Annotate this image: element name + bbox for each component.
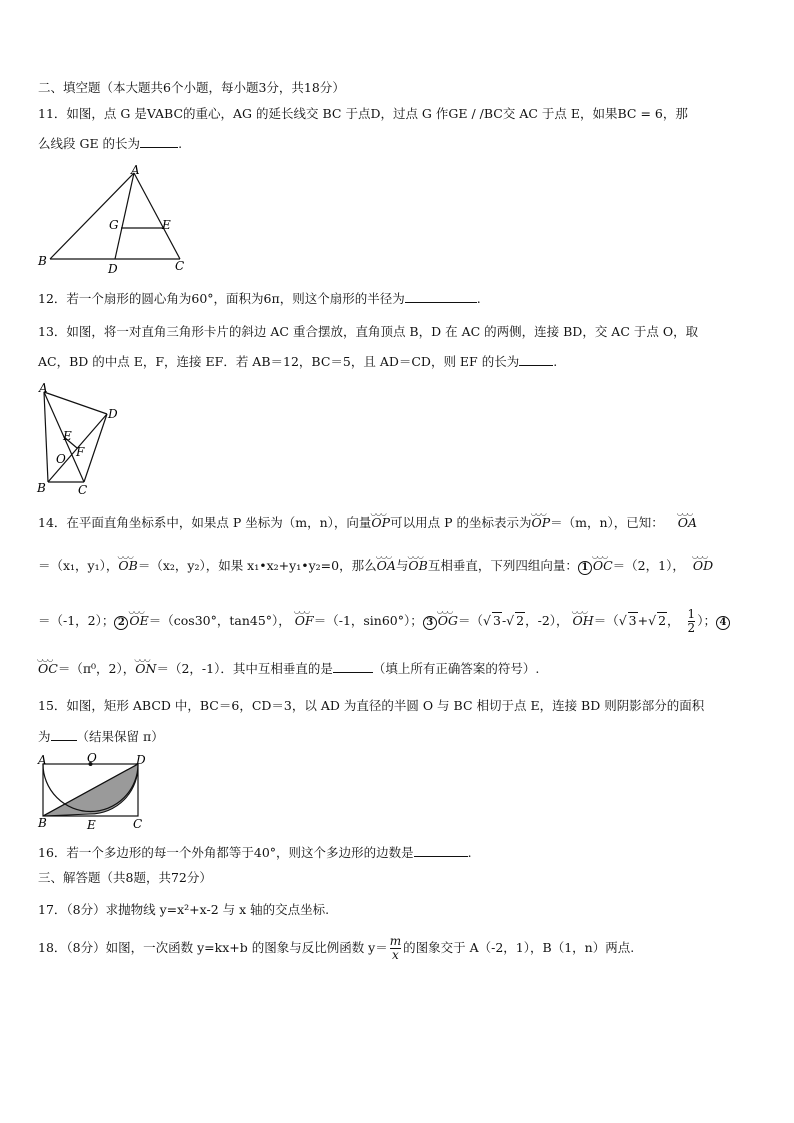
section3-heading: 三、解答题（共8题，共72分） (38, 870, 212, 885)
section2-heading: 二、填空题（本大题共6个小题，每小题3分，共18分） (38, 80, 345, 95)
q15-label-d: D (136, 753, 146, 767)
q14-l3-a: ＝（-1，2）； (38, 613, 115, 628)
q14-l3-c: ＝（-1，sin60°）； (313, 613, 423, 628)
q12-end: . (476, 291, 481, 306)
vector-of: ◡◡◡ OF (295, 613, 314, 629)
q13-label-a: A (39, 381, 48, 395)
q14-plus: + (637, 613, 649, 628)
circled-number-4: 4 (716, 616, 730, 630)
q14-l2-e: ＝（2，1）， (612, 558, 685, 573)
q14-l4-a: ＝（π⁰，2）， (57, 661, 136, 676)
vector-og: ◡◡◡ OG (438, 613, 458, 629)
q15-line2-b: （结果保留 π） (76, 729, 164, 744)
vector-oa: ◡◡◡ OA (678, 515, 697, 531)
q18-text-b: 的图象交于 A（-2，1），B（1，n）两点. (403, 940, 635, 955)
q15-answer-blank[interactable] (51, 729, 77, 741)
vector-oh: ◡◡◡ OH (573, 613, 594, 629)
q15-line1: 15．如图，矩形 ABCD 中，BC＝6，CD＝3，以 AD 为直径的半圆 O 与 BC 相切于点 E，连接 BD 则阴影部分的面积 (38, 698, 705, 713)
q16-end: . (467, 845, 472, 860)
q11-triangle-figure (34, 162, 194, 280)
q13-label-e: E (63, 429, 72, 443)
q14-l1-c: ＝（m，n），已知： (550, 515, 664, 530)
q14-answer-blank[interactable] (333, 661, 373, 673)
q11-label-b: B (38, 254, 47, 268)
q14-l3-f: ＝（ (593, 613, 619, 628)
q14-l3-b: ＝（cos30°，tan45°）， (148, 613, 291, 628)
q14-l2-d: 互相垂直，下列四组向量： (427, 558, 578, 573)
q14-l1-b: 可以用点 P 的坐标表示为 (390, 515, 532, 530)
vector-oa-2: ◡◡◡ OA (377, 558, 396, 574)
q15-label-b: B (38, 816, 47, 830)
vector-on: ◡◡◡ ON (135, 661, 156, 677)
vector-op-2: ◡◡◡ OP (531, 515, 550, 531)
q15-label-o: O (87, 752, 97, 765)
fraction-m: m (389, 934, 402, 948)
q14-line3: ＝（-1，2）； 2◡◡◡ OE＝（cos30°，tan45°），◡◡◡ OF＝（-1，sin60°）； 3◡◡◡ OG＝（√ 3-√ 2，-2），◡◡◡ OH＝（√ 3+√ 2， $\frac{1}{2}$ ）； 4 (38, 608, 731, 635)
q14-line2 (38, 558, 713, 575)
q16-line (38, 845, 472, 861)
q13-label-d: D (108, 407, 118, 421)
q14-l2-c: 与 (395, 558, 409, 573)
q11-line2 (38, 136, 182, 152)
q13-line1: 13．如图，将一对直角三角形卡片的斜边 AC 重合摆放，直角顶点 B，D 在 AC 的两侧，连接 BD，交 AC 于点 O，取 (38, 324, 699, 339)
q14-l3-d: ＝（ (458, 613, 484, 628)
q13-label-f: F (76, 445, 85, 459)
vector-ob-2: ◡◡◡ OB (408, 558, 427, 574)
q13-line2 (38, 354, 557, 370)
fraction-x: x (392, 948, 399, 962)
q15-rectangle-figure (34, 752, 154, 835)
sqrt-3-b: 3 (628, 613, 637, 628)
q13-label-c: C (78, 483, 88, 497)
q12-answer-blank[interactable] (405, 291, 477, 303)
fraction-m-over-x (390, 935, 401, 962)
q11-label-d: D (108, 262, 118, 276)
vector-od: ◡◡◡ OD (693, 558, 713, 574)
sqrt-2: 2 (516, 613, 525, 628)
q13-line2-text: AC，BD 的中点 E，F，连接 EF．若 AB＝12，BC＝5，且 AD＝CD，则 EF 的长为 (38, 354, 520, 369)
q11-line1: 11．如图，点 G 是VABC的重心，AG 的延长线交 BC 于点D，过点 G 作GE / /BC交 AC 于点 E，如果BC = 6，那 (38, 106, 688, 121)
q11-label-e: E (162, 218, 171, 232)
q14-line4 (38, 661, 539, 677)
q13-label-o: O (56, 452, 66, 466)
q12-line (38, 291, 481, 307)
q14-l3-g: ， (667, 613, 680, 628)
circled-number-1: 1 (578, 561, 592, 575)
vector-oe: ◡◡◡ OE (129, 613, 148, 629)
q11-line2-text: 么线段 GE 的长为 (38, 136, 141, 151)
q14-l3-h: ）； (697, 613, 716, 628)
q15-label-a: A (38, 753, 47, 767)
q15-label-c: C (133, 817, 143, 831)
q14-minus: - (501, 613, 507, 628)
fraction-numerator: 1 (687, 607, 696, 621)
q14-l3-e: ，-2）， (525, 613, 569, 628)
q14-l4-b: ＝（2，-1）．其中互相垂直的是 (156, 661, 333, 676)
q18-line (38, 935, 634, 962)
sqrt-3: 3 (492, 613, 501, 628)
vector-oc: ◡◡◡ OC (593, 558, 613, 574)
q11-answer-blank[interactable] (140, 136, 178, 148)
vector-op: ◡◡◡ OP (371, 515, 390, 531)
q13-line2-end: . (553, 354, 558, 369)
q18-text-a: 18．（8分）如图，一次函数 y=kx+b 的图象与反比例函数 y＝ (38, 940, 388, 955)
circled-number-3: 3 (423, 616, 437, 630)
q11-label-a: A (131, 163, 140, 177)
q12-text: 12．若一个扇形的圆心角为60°，面积为6π，则这个扇形的半径为 (38, 291, 405, 306)
fraction-one-half (688, 608, 696, 635)
sqrt-2-b: 2 (658, 613, 667, 628)
q13-answer-blank[interactable] (519, 354, 553, 366)
q13-figure (32, 380, 132, 503)
q15-line2-a: 为 (38, 729, 51, 744)
circled-number-2: 2 (114, 616, 128, 630)
vector-ob: ◡◡◡ OB (118, 558, 137, 574)
q16-text: 16．若一个多边形的每一个外角都等于40°，则这个多边形的边数是 (38, 845, 414, 860)
q11-label-g: G (109, 218, 119, 232)
q11-label-c: C (175, 259, 185, 273)
q16-answer-blank[interactable] (414, 845, 468, 857)
q13-label-b: B (37, 481, 46, 495)
q14-l4-c: （填上所有正确答案的符号）. (372, 661, 540, 676)
q15-label-e: E (87, 818, 96, 832)
q14-l1-a: 14．在平面直角坐标系中，如果点 P 坐标为（m，n），向量 (38, 515, 372, 530)
q11-line2-end: . (178, 136, 183, 151)
q14-line1 (38, 515, 697, 531)
q17-line: 17．（8分）求抛物线 y=x²+x-2 与 x 轴的交点坐标. (38, 902, 330, 917)
q14-l2-a: ＝（x₁，y₁）， (38, 558, 119, 573)
vector-oc-2: ◡◡◡ OC (38, 661, 58, 677)
q15-line2 (38, 729, 164, 745)
q14-l2-b: ＝（x₂，y₂），如果 x₁•x₂+y₁•y₂=0，那么 (137, 558, 377, 573)
fraction-denominator: 2 (687, 621, 696, 635)
